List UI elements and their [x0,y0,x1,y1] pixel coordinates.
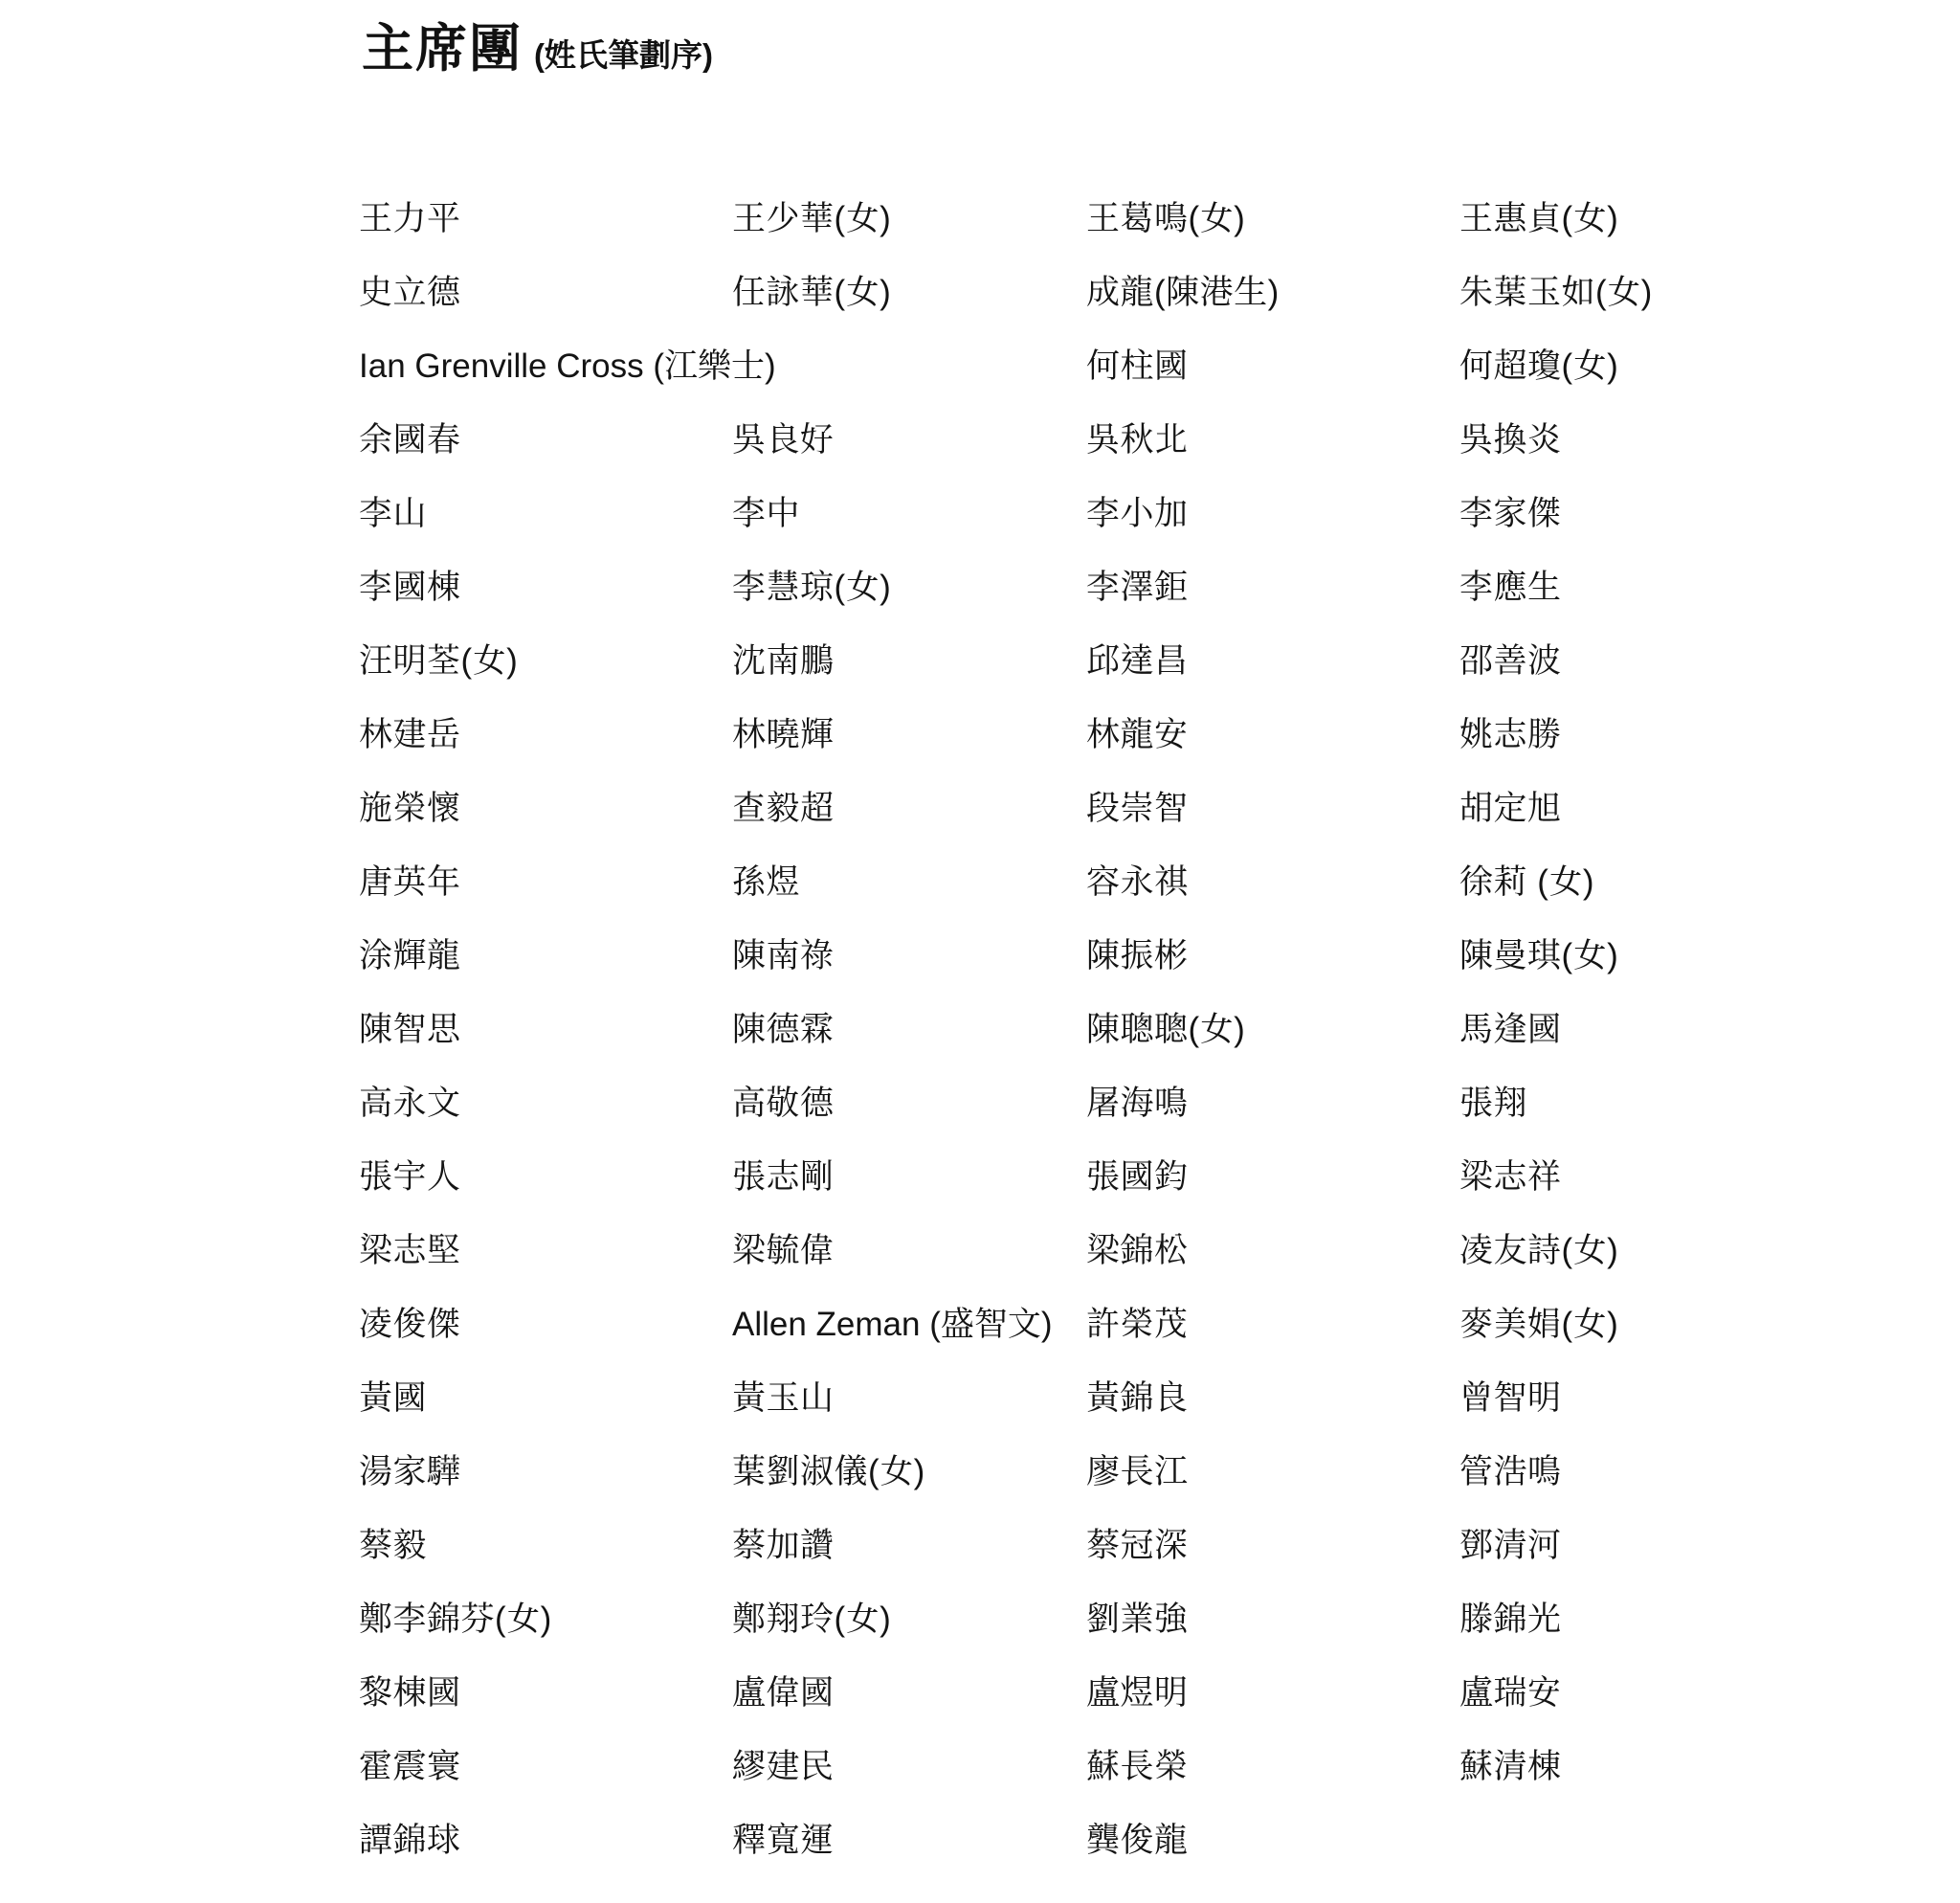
name-entry: 黃國 [359,1379,428,1417]
name-entry: 龔俊龍 [1086,1822,1189,1859]
name-entry: 陳振彬 [1086,937,1189,974]
name-entry: 沈南鵬 [732,642,835,680]
name-entry: 黎棟國 [359,1674,461,1712]
name-entry: 吳秋北 [1086,421,1189,459]
name-entry: 陳聰聰(女) [1086,1011,1246,1048]
name-entry: 管浩鳴 [1459,1453,1562,1490]
name-entry: 孫煜 [732,863,801,901]
page-title-subtitle: (姓氏筆劃序) [534,37,713,73]
name-entry: 盧煜明 [1086,1674,1189,1712]
name-entry: 繆建民 [732,1748,835,1785]
name-entry: 蘇清棟 [1459,1748,1562,1785]
name-entry: 陳南祿 [732,937,835,974]
page-title [362,8,713,81]
name-entry: 高敬德 [732,1085,835,1122]
name-entry: 盧偉國 [732,1674,835,1712]
name-entry: 涂輝龍 [359,937,461,974]
name-entry: 湯家驊 [359,1453,461,1490]
name-entry: 李應生 [1459,569,1562,606]
name-entry: 容永祺 [1086,863,1189,901]
name-entry: 張志剛 [732,1158,835,1196]
name-entry: 徐莉 (女) [1459,863,1595,901]
name-entry: 胡定旭 [1459,790,1562,827]
name-entry: 成龍(陳港生) [1086,274,1280,311]
name-entry: 吳良好 [732,421,835,459]
name-entry: 高永文 [359,1085,461,1122]
name-entry: 劉業強 [1086,1601,1189,1638]
name-entry: 凌俊傑 [359,1306,461,1343]
name-entry: 蔡毅 [359,1527,428,1564]
name-entry: 李小加 [1086,495,1189,532]
name-entry: 李家傑 [1459,495,1562,532]
name-entry: 何柱國 [1086,347,1189,385]
name-list-grid [359,182,1699,1877]
name-entry: 李國棟 [359,569,461,606]
name-entry: 王惠貞(女) [1459,200,1619,237]
name-entry: 蔡加讚 [732,1527,835,1564]
name-entry: 李澤鉅 [1086,569,1189,606]
name-entry: 李中 [732,495,801,532]
name-entry: 梁志堅 [359,1232,461,1269]
name-entry: 朱葉玉如(女) [1459,274,1653,311]
name-entry: 蔡冠深 [1086,1527,1189,1564]
name-entry: 陳曼琪(女) [1459,937,1619,974]
name-entry: 釋寬運 [732,1822,835,1859]
name-entry: 邱達昌 [1086,642,1189,680]
name-entry: 梁毓偉 [732,1232,835,1269]
name-entry: 吳換炎 [1459,421,1562,459]
name-entry: 黃錦良 [1086,1379,1189,1417]
name-entry: Allen Zeman (盛智文) [732,1306,1053,1343]
page-title-main: 主席團 [362,20,523,78]
name-entry: 汪明荃(女) [359,642,519,680]
name-entry: 姚志勝 [1459,716,1562,753]
name-entry: 陳智思 [359,1011,461,1048]
name-entry: 廖長江 [1086,1453,1189,1490]
name-entry: 鄧清河 [1459,1527,1562,1564]
name-entry: 任詠華(女) [732,274,892,311]
name-entry: 曾智明 [1459,1379,1562,1417]
name-entry: 余國春 [359,421,461,459]
name-entry: 霍震寰 [359,1748,461,1785]
name-entry: 梁錦松 [1086,1232,1189,1269]
name-entry: 屠海鳴 [1086,1085,1189,1122]
name-entry: 譚錦球 [359,1822,461,1859]
name-entry: 唐英年 [359,863,461,901]
name-entry: 張宇人 [359,1158,461,1196]
name-entry: 王葛鳴(女) [1086,200,1246,237]
name-entry: 林建岳 [359,716,461,753]
name-entry: 麥美娟(女) [1459,1306,1619,1343]
name-entry: Ian Grenville Cross (江樂士) [359,347,776,385]
name-entry: 黃玉山 [732,1379,835,1417]
name-entry: 王少華(女) [732,200,892,237]
name-entry: 張國鈞 [1086,1158,1189,1196]
name-entry: 林龍安 [1086,716,1189,753]
name-entry: 鄭翔玲(女) [732,1601,892,1638]
name-entry-empty [1459,1803,1699,1877]
name-entry: 邵善波 [1459,642,1562,680]
name-entry: 馬逢國 [1459,1011,1562,1048]
name-entry: 盧瑞安 [1459,1674,1562,1712]
name-entry: 查毅超 [732,790,835,827]
name-entry: 施榮懷 [359,790,461,827]
name-entry: 李山 [359,495,428,532]
name-entry: 滕錦光 [1459,1601,1562,1638]
name-entry: 林曉輝 [732,716,835,753]
name-entry: 凌友詩(女) [1459,1232,1619,1269]
name-entry: 陳德霖 [732,1011,835,1048]
name-entry: 何超瓊(女) [1459,347,1619,385]
name-entry: 蘇長榮 [1086,1748,1189,1785]
name-entry: 梁志祥 [1459,1158,1562,1196]
name-entry: 李慧琼(女) [732,569,892,606]
name-entry: 許榮茂 [1086,1306,1189,1343]
name-entry: 史立德 [359,274,461,311]
name-entry: 鄭李錦芬(女) [359,1601,552,1638]
name-entry: 葉劉淑儀(女) [732,1453,925,1490]
name-entry: 張翔 [1459,1085,1528,1122]
name-entry: 段崇智 [1086,790,1189,827]
name-entry: 王力平 [359,200,461,237]
